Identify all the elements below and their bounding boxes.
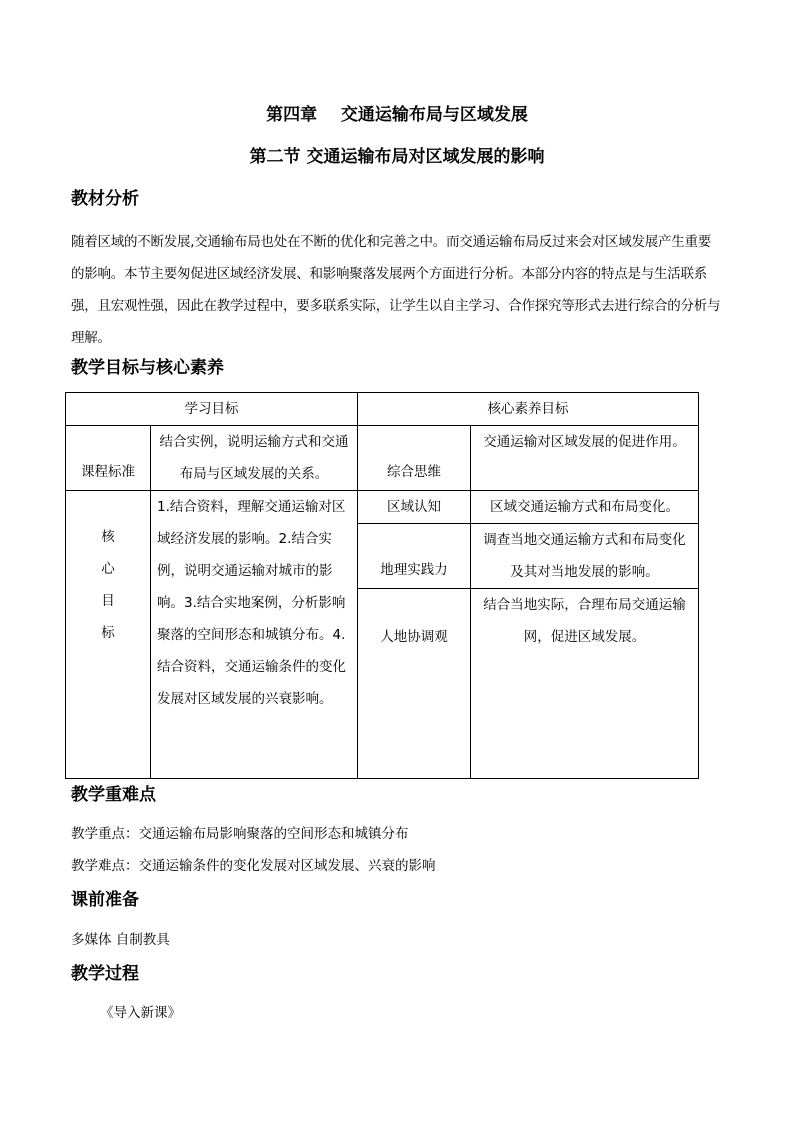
core-label-char: 目 [101, 593, 115, 609]
curriculum-text: 结合实例，说明运输方式和交通布局与区域发展的关系。 [151, 426, 358, 491]
section-title: 第二节 交通运输布局对区域发展的影响 [249, 147, 545, 167]
header-learning-goals: 学习目标 [66, 393, 358, 426]
core-label-char: 核 [101, 529, 115, 545]
preparation-text: 多媒体 自制教具 [71, 932, 170, 948]
header-core-literacy: 核心素养目标 [358, 393, 699, 426]
literacy-goal-3: 调查当地交通运输方式和布局变化及其对当地发展的影响。 [471, 524, 699, 589]
literacy-goal-1: 交通运输对区域发展的促进作用。 [471, 426, 699, 491]
key-points-heading: 教学重难点 [71, 785, 156, 805]
analysis-paragraph: 随着区域的不断发展,交通输布局也处在不断的优化和完善之中。而交通运输布局反过来会对区域发展产生重要的影响。本节主要匆促进区域经济发展、和影响聚落发展两个方面进行分析。本部分内容的特点是与生活联系强，且宏观性强，因此在教学过程中，要多联系实际，让学生以自主学习、合作探究等形式去进行综合的分析与理解。 [71, 234, 721, 346]
core-label-char: 标 [101, 625, 115, 641]
literacy-goal-4: 结合当地实际，合理布局交通运输网，促进区域发展。 [471, 589, 699, 779]
literacy-name-1: 综合思维 [358, 426, 471, 491]
curriculum-label: 课程标准 [66, 426, 151, 491]
preparation-heading: 课前准备 [71, 890, 139, 910]
literacy-name-3: 地理实践力 [358, 524, 471, 589]
teaching-focus: 教学重点：交通运输布局影响聚落的空间形态和城镇分布 [71, 826, 409, 842]
core-label [66, 491, 150, 649]
teaching-difficulty: 教学难点：交通运输条件的变化发展对区域发展、兴衰的影响 [71, 858, 436, 874]
analysis-heading: 教材分析 [71, 189, 139, 209]
process-heading: 教学过程 [71, 964, 139, 984]
objectives-heading: 教学目标与核心素养 [71, 358, 224, 378]
process-intro: 《导入新课》 [100, 1005, 181, 1021]
objectives-table [65, 392, 699, 779]
core-label-cell [66, 491, 151, 779]
core-label-char: 心 [101, 561, 115, 577]
literacy-name-4: 人地协调观 [358, 589, 471, 779]
literacy-name-2: 区域认知 [358, 491, 471, 524]
chapter-title: 第四章 交通运输布局与区域发展 [266, 105, 528, 125]
core-goals-text: 1.结合资料，理解交通运输对区域经济发展的影响。2.结合实例，说明交通运输对城市的影响。3.结合实地案例，分析影响聚落的空间形态和城镇分布。4.结合资料，交通运输条件的变化发展对区域发展的兴衰影响。 [151, 491, 358, 779]
literacy-goal-2: 区域交通运输方式和布局变化。 [471, 491, 699, 524]
